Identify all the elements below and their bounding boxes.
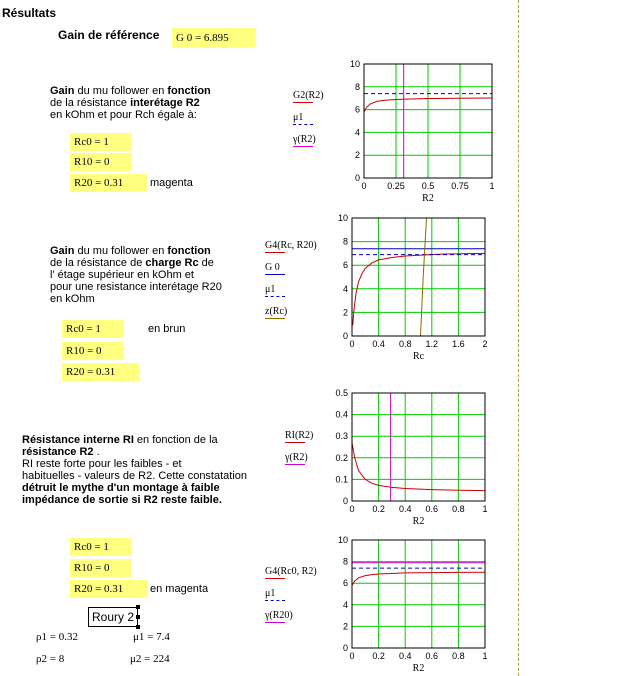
legend-label: RI(R2) xyxy=(285,430,314,441)
result-rho2: ρ2 = 8 xyxy=(36,653,65,665)
text-line xyxy=(50,97,211,109)
legend-item xyxy=(265,588,317,601)
bold-run: fonction xyxy=(167,245,211,257)
legend-item xyxy=(285,430,313,443)
section1-text xyxy=(50,85,211,121)
legend-item xyxy=(293,134,324,147)
legend-label: G4(Rc, R20) xyxy=(265,240,317,251)
y-tick-label: 0 xyxy=(342,496,348,506)
legend-line-swatch xyxy=(293,146,313,147)
legend-item xyxy=(293,90,324,103)
text-line xyxy=(50,257,222,269)
y-tick-label: 10 xyxy=(337,535,348,545)
y-tick-label: 10 xyxy=(337,213,348,223)
y-tick-label: 0.4 xyxy=(335,409,348,420)
y-tick-label: 0.5 xyxy=(335,388,348,398)
bold-run: Gain xyxy=(50,245,75,257)
text-line xyxy=(50,85,211,97)
legend-line-swatch xyxy=(265,274,285,275)
section3-text xyxy=(22,434,247,506)
text-line xyxy=(50,281,222,293)
result-mu1: μ1 = 7.4 xyxy=(133,631,170,643)
legend-label: μ1 xyxy=(265,284,276,295)
legend-label: γ(R2) xyxy=(293,134,316,145)
y-tick-label: 8 xyxy=(342,236,348,247)
legend-label: G4(Rc0, R2) xyxy=(265,566,317,577)
text-run: du mu follower en xyxy=(74,245,168,257)
resize-handle-bottom[interactable] xyxy=(136,625,140,629)
legend-item xyxy=(265,566,317,579)
x-tick-label: 0.75 xyxy=(451,181,469,191)
chart3-legend xyxy=(285,430,313,474)
y-tick-label: 10 xyxy=(349,59,360,69)
legend-item xyxy=(285,452,313,465)
legend-line-swatch xyxy=(293,102,313,103)
result-mu2: μ2 = 224 xyxy=(130,653,170,665)
text-line xyxy=(22,494,247,506)
y-tick-label: 8 xyxy=(354,81,360,92)
text-run: l' étage supérieur en kOhm et xyxy=(50,269,194,281)
section2-param-r10[interactable]: R10 = 0 xyxy=(62,342,124,360)
chart1-g2-vs-r2 xyxy=(340,58,500,204)
legend-line-swatch xyxy=(265,600,285,601)
x-tick-label: 2 xyxy=(482,339,488,349)
text-run: . xyxy=(93,446,100,458)
section1-param-r20[interactable]: R20 = 0.31 xyxy=(70,174,147,192)
text-run: habituelles - valeurs de R2. Cette constatation xyxy=(22,470,248,482)
legend-line-swatch xyxy=(285,464,305,465)
y-tick-label: 4 xyxy=(342,599,348,610)
legend-item xyxy=(265,284,317,297)
bold-run: détruit le mythe d'un montage à faible xyxy=(22,482,220,494)
x-tick-label: 0.4 xyxy=(372,339,385,349)
plot-frame xyxy=(352,218,485,336)
x-tick-label: 0.5 xyxy=(421,181,435,191)
legend-item xyxy=(265,306,317,319)
section2-text xyxy=(50,245,222,305)
y-tick-label: 0 xyxy=(342,643,348,653)
text-line xyxy=(50,293,222,305)
chart2-g4-vs-rc xyxy=(328,212,493,362)
x-tick-label: 0 xyxy=(361,181,367,191)
legend-line-swatch xyxy=(265,318,285,319)
y-tick-label: 2 xyxy=(342,307,348,318)
chart1-legend xyxy=(293,90,324,156)
text-run: RI reste forte pour les faibles - et xyxy=(22,458,182,470)
x-tick-label: 0 xyxy=(349,339,355,349)
legend-line-swatch xyxy=(293,124,313,125)
section4-param-rc0[interactable]: Rc0 = 1 xyxy=(70,538,132,556)
bold-run: résistance R2 xyxy=(22,446,94,458)
section2-param-r20[interactable]: R20 = 0.31 xyxy=(62,363,139,381)
text-line xyxy=(22,458,247,470)
section2-param-rc0[interactable]: Rc0 = 1 xyxy=(62,320,124,338)
text-run: de xyxy=(198,257,214,269)
legend-label: μ1 xyxy=(265,588,276,599)
bold-run: fonction xyxy=(167,85,211,97)
chart3-ri-vs-r2 xyxy=(328,387,493,527)
x-tick-label: 0.4 xyxy=(398,651,412,661)
series-line xyxy=(421,218,427,336)
ref-gain-value[interactable]: G 0 = 6.895 xyxy=(172,28,256,48)
text-line xyxy=(50,269,222,281)
text-run: en kOhm xyxy=(50,293,95,305)
y-tick-label: 4 xyxy=(354,127,360,138)
y-tick-label: 0.1 xyxy=(335,474,348,485)
y-tick-label: 0.2 xyxy=(335,452,348,463)
legend-item xyxy=(265,610,317,623)
section4-color-note: en magenta xyxy=(150,583,209,595)
text-line xyxy=(22,434,247,446)
text-line xyxy=(22,446,247,458)
text-line xyxy=(50,245,222,257)
chart4-legend xyxy=(265,566,317,632)
x-tick-label: 0.8 xyxy=(452,651,465,661)
chart2-legend xyxy=(265,240,317,328)
text-run: en fonction de la xyxy=(133,434,218,446)
text-line xyxy=(22,482,247,494)
plot-frame xyxy=(352,393,485,501)
x-tick-label: 1 xyxy=(482,504,488,514)
text-run: pour une resistance interétage R20 xyxy=(50,281,222,293)
x-tick-label: 0.4 xyxy=(398,504,412,514)
x-axis-label: R2 xyxy=(412,516,425,527)
text-line xyxy=(50,109,211,121)
legend-label: z(Rc) xyxy=(265,306,288,317)
y-tick-label: 6 xyxy=(342,260,348,271)
series-line xyxy=(352,443,485,491)
roury-button[interactable]: Roury 2 xyxy=(88,607,138,627)
legend-label: μ1 xyxy=(293,112,304,123)
legend-line-swatch xyxy=(265,622,285,623)
x-tick-label: 0.2 xyxy=(372,651,385,661)
legend-line-swatch xyxy=(265,578,285,579)
bold-run: impédance de sortie si R2 reste faible. xyxy=(22,494,222,506)
x-tick-label: 1 xyxy=(482,651,488,661)
bold-run: charge Rc xyxy=(145,257,199,269)
legend-label: γ(R2) xyxy=(285,452,308,463)
plot-frame xyxy=(352,540,485,648)
x-tick-label: 0.8 xyxy=(452,504,465,514)
section4-param-r10[interactable]: R10 = 0 xyxy=(70,559,132,577)
x-axis-label: R2 xyxy=(422,193,434,204)
chart4-g4-vs-r2 xyxy=(328,534,493,674)
y-tick-label: 4 xyxy=(342,283,348,294)
legend-item xyxy=(293,112,324,125)
y-tick-label: 0 xyxy=(342,331,348,341)
legend-item xyxy=(265,240,317,253)
section2-color-note: en brun xyxy=(148,323,186,335)
text-run: de la résistance xyxy=(50,97,131,109)
text-run: de la résistance de xyxy=(50,257,146,269)
resize-handle-top[interactable] xyxy=(136,605,140,609)
legend-label: γ(R20) xyxy=(265,610,293,621)
y-tick-label: 6 xyxy=(342,578,348,589)
bold-run: interétage R2 xyxy=(130,97,200,109)
legend-item xyxy=(265,262,317,275)
series-line xyxy=(353,253,485,325)
result-rho1: ρ1 = 0.32 xyxy=(36,631,78,643)
resize-handle-middle[interactable] xyxy=(136,615,140,619)
section1-color-note: magenta xyxy=(150,177,193,189)
x-tick-label: 0 xyxy=(349,504,355,514)
section4-param-r20[interactable]: R20 = 0.31 xyxy=(70,580,148,598)
y-tick-label: 8 xyxy=(342,556,348,567)
legend-label: G2(R2) xyxy=(293,90,324,101)
y-tick-label: 6 xyxy=(354,104,360,115)
legend-line-swatch xyxy=(265,252,285,253)
y-tick-label: 0 xyxy=(354,173,360,183)
x-tick-label: 1 xyxy=(489,181,495,191)
bold-run: Résistance interne RI xyxy=(22,434,134,446)
section1-param-rc0[interactable]: Rc0 = 1 xyxy=(70,133,132,151)
text-run: du mu follower en xyxy=(74,85,168,97)
legend-line-swatch xyxy=(265,296,285,297)
x-tick-label: 0.2 xyxy=(372,504,385,514)
y-tick-label: 2 xyxy=(354,150,360,161)
x-tick-label: 0.25 xyxy=(387,181,405,191)
x-tick-label: 1.2 xyxy=(425,339,439,349)
ref-gain-label: Gain de référence xyxy=(58,28,160,42)
text-run: en kOhm et pour Rch égale à: xyxy=(50,109,197,121)
x-tick-label: 0.6 xyxy=(425,651,439,661)
page-boundary-rule xyxy=(518,0,519,676)
y-tick-label: 2 xyxy=(342,621,348,632)
section1-param-r10[interactable]: R10 = 0 xyxy=(70,153,132,171)
x-axis-label: Rc xyxy=(412,351,425,362)
legend-label: G 0 xyxy=(265,262,280,273)
x-tick-label: 0 xyxy=(349,651,355,661)
text-line xyxy=(22,470,247,482)
x-tick-label: 1.6 xyxy=(452,339,465,349)
x-tick-label: 0.8 xyxy=(398,339,412,349)
page-title: Résultats xyxy=(2,6,57,20)
y-tick-label: 0.3 xyxy=(335,431,348,442)
x-axis-label: R2 xyxy=(412,663,425,674)
bold-run: Gain xyxy=(50,85,75,97)
x-tick-label: 0.6 xyxy=(425,504,439,514)
legend-line-swatch xyxy=(285,442,305,443)
